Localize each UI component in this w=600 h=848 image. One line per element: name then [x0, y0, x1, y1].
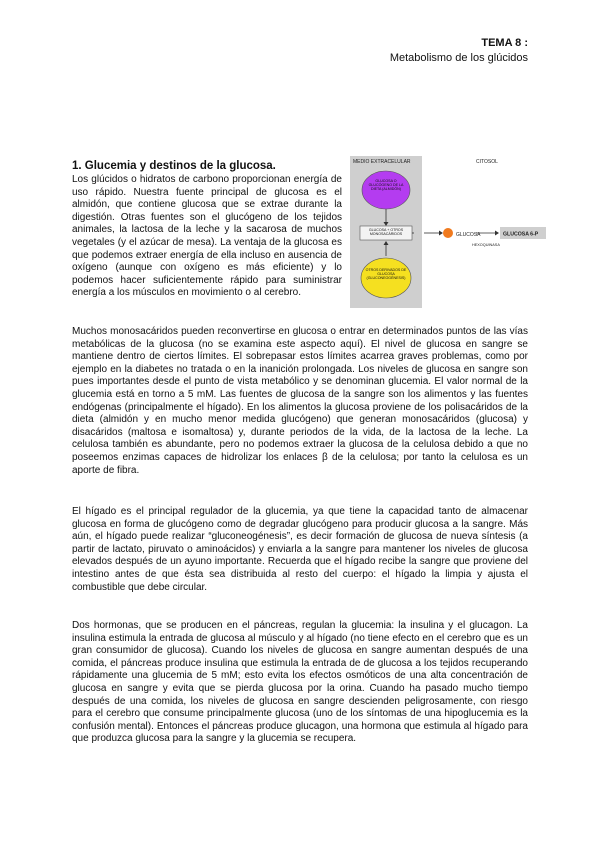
monosaccharide-label: GLUCOSA + OTROS MONOSACÁRIDOS	[368, 228, 404, 237]
paragraph-glycemia: Muchos monosacáridos pueden reconvertirse en glucosa o entrar en determinados puntos de las vías metabólicas de la glucosa (no se examina este aspecto aquí). El nivel de glucosa en sangre se mantiene dentro de ciertos límites. El sobrepasar estos límites acarrea graves problemas, como por ejemplo en la diabetes no tratada o en la inanición prolongada. Los niveles de glucosa en sangre son pues importantes desde el punto de vista metabólico y se denominan glucemia. El valor normal de la glucemia está en torno a 5 mM. Las fuentes de glucosa de la sangre son los alimentos y las fuentes endógenas (principalmente el hígado). En los alimentos la glucosa proviene de los polisacáridos de la dieta (almidón y en mucho menor medida glucógeno) que generan monosacáridos (glucosa) y disacáridos (maltosa e isomaltosa) y, durante periodos de la vida, de la lactosa de la leche. La celulosa también es abundante, pero no podemos extraer la glucosa de la celulosa debido a que no poseemos enzimas capaces de hidrolizar los enlaces β de la celulosa; por tanto la celulosa es un aporte de fibra.	[72, 326, 528, 476]
topic-subject: Metabolismo de los glúcidos	[389, 52, 528, 64]
diet-source-label: GLUCOSA O GLUCÓGENO DE LA DIETA (ALMIDÓN)	[368, 179, 404, 192]
arrow-right-1	[439, 231, 443, 236]
glucose-sources-diagram	[348, 152, 548, 312]
arrow-right-2	[495, 231, 499, 236]
topic-number: TEMA 8 :	[481, 37, 528, 49]
paragraph-hormones: Dos hormonas, que se producen en el páncreas, regulan la glucemia: la insulina y el glucagon. La insulina estimula la entrada de glucosa al músculo y al hígado (no tiene efecto en el cerebro que es un gran consumidor de glucosa). Cuando los niveles de glucosa en sangre aumentan después de una comida, el páncreas produce insulina que estimula la entrada de de glucosa a los tejidos recuperando rápidamente una glucemia de 5 mM; esto evita los efectos osmóticos de una alta concentración de glucosa en sangre y evita que se pierda glucosa por la orina. Cuando ha pasado mucho tiempo después de una comida, los niveles de glucosa en sangre descienden peligrosamente, con riesgo para el cerebro que consume principalmente glucosa (uno de los síntomas de una hipoglucemia es la confusión mental). Entonces el páncreas produce glucagon, una hormona que estimula al hígado para que produzca glucosa para la sangre y la glucemia se recupera.	[72, 620, 528, 745]
glucose-6p-label: GLUCOSA 6-P	[503, 231, 539, 238]
paragraph-intro: Los glúcidos o hidratos de carbono proporcionan energía de uso rápido. Nuestra fuente principal de glucosa es el almidón, que contiene glucosa que se extrae durante la digestión. Otras fuentes son el glucógeno de los tejidos animales, la lactosa de la leche y la sacarosa de muchos vegetales (y el azúcar de mesa). La ventaja de la glucosa es que podemos extraer energía de ella incluso en ausencia de oxígeno (aunque con oxígeno es más eficiente) y lo podemos hacer suficientemente rápido para suministrar energía a los músculos en movimiento o al cerebro.	[72, 174, 342, 299]
hexokinase-label: HEXOQUINASA	[472, 243, 500, 247]
cytosol-label: CITOSOL	[476, 159, 498, 165]
gluconeogenesis-label: OTROS DERIVADOS DE GLUCOSA (GLUCONEOGÉNESIS)	[365, 268, 407, 281]
page-header	[390, 36, 528, 66]
extracellular-label: MEDIO EXTRACELULAR	[353, 159, 411, 165]
section-title: 1. Glucemia y destinos de la glucosa.	[72, 160, 276, 172]
glucose-label: GLUCOSA	[456, 232, 481, 238]
glucose-node	[443, 228, 453, 238]
paragraph-liver: El hígado es el principal regulador de la glucemia, ya que tiene la capacidad tanto de almacenar glucosa en forma de glucógeno como de degradar glucógeno para producir glucosa a la sangre. Más aún, el hígado puede realizar “gluconeogénesis”, es decir formación de glucosa de nueva síntesis (a partir de lactato, piruvato o aminoácidos) y enviarla a la sangre para mantener los niveles de glucosa elevados después de un ayuno importante. Recuerda que el hígado recibe la sangre que proviene del intestino antes de que ésta sea distribuida al resto del cuerpo: el hígado la limpia y ajusta el combustible que debe circular.	[72, 506, 528, 593]
